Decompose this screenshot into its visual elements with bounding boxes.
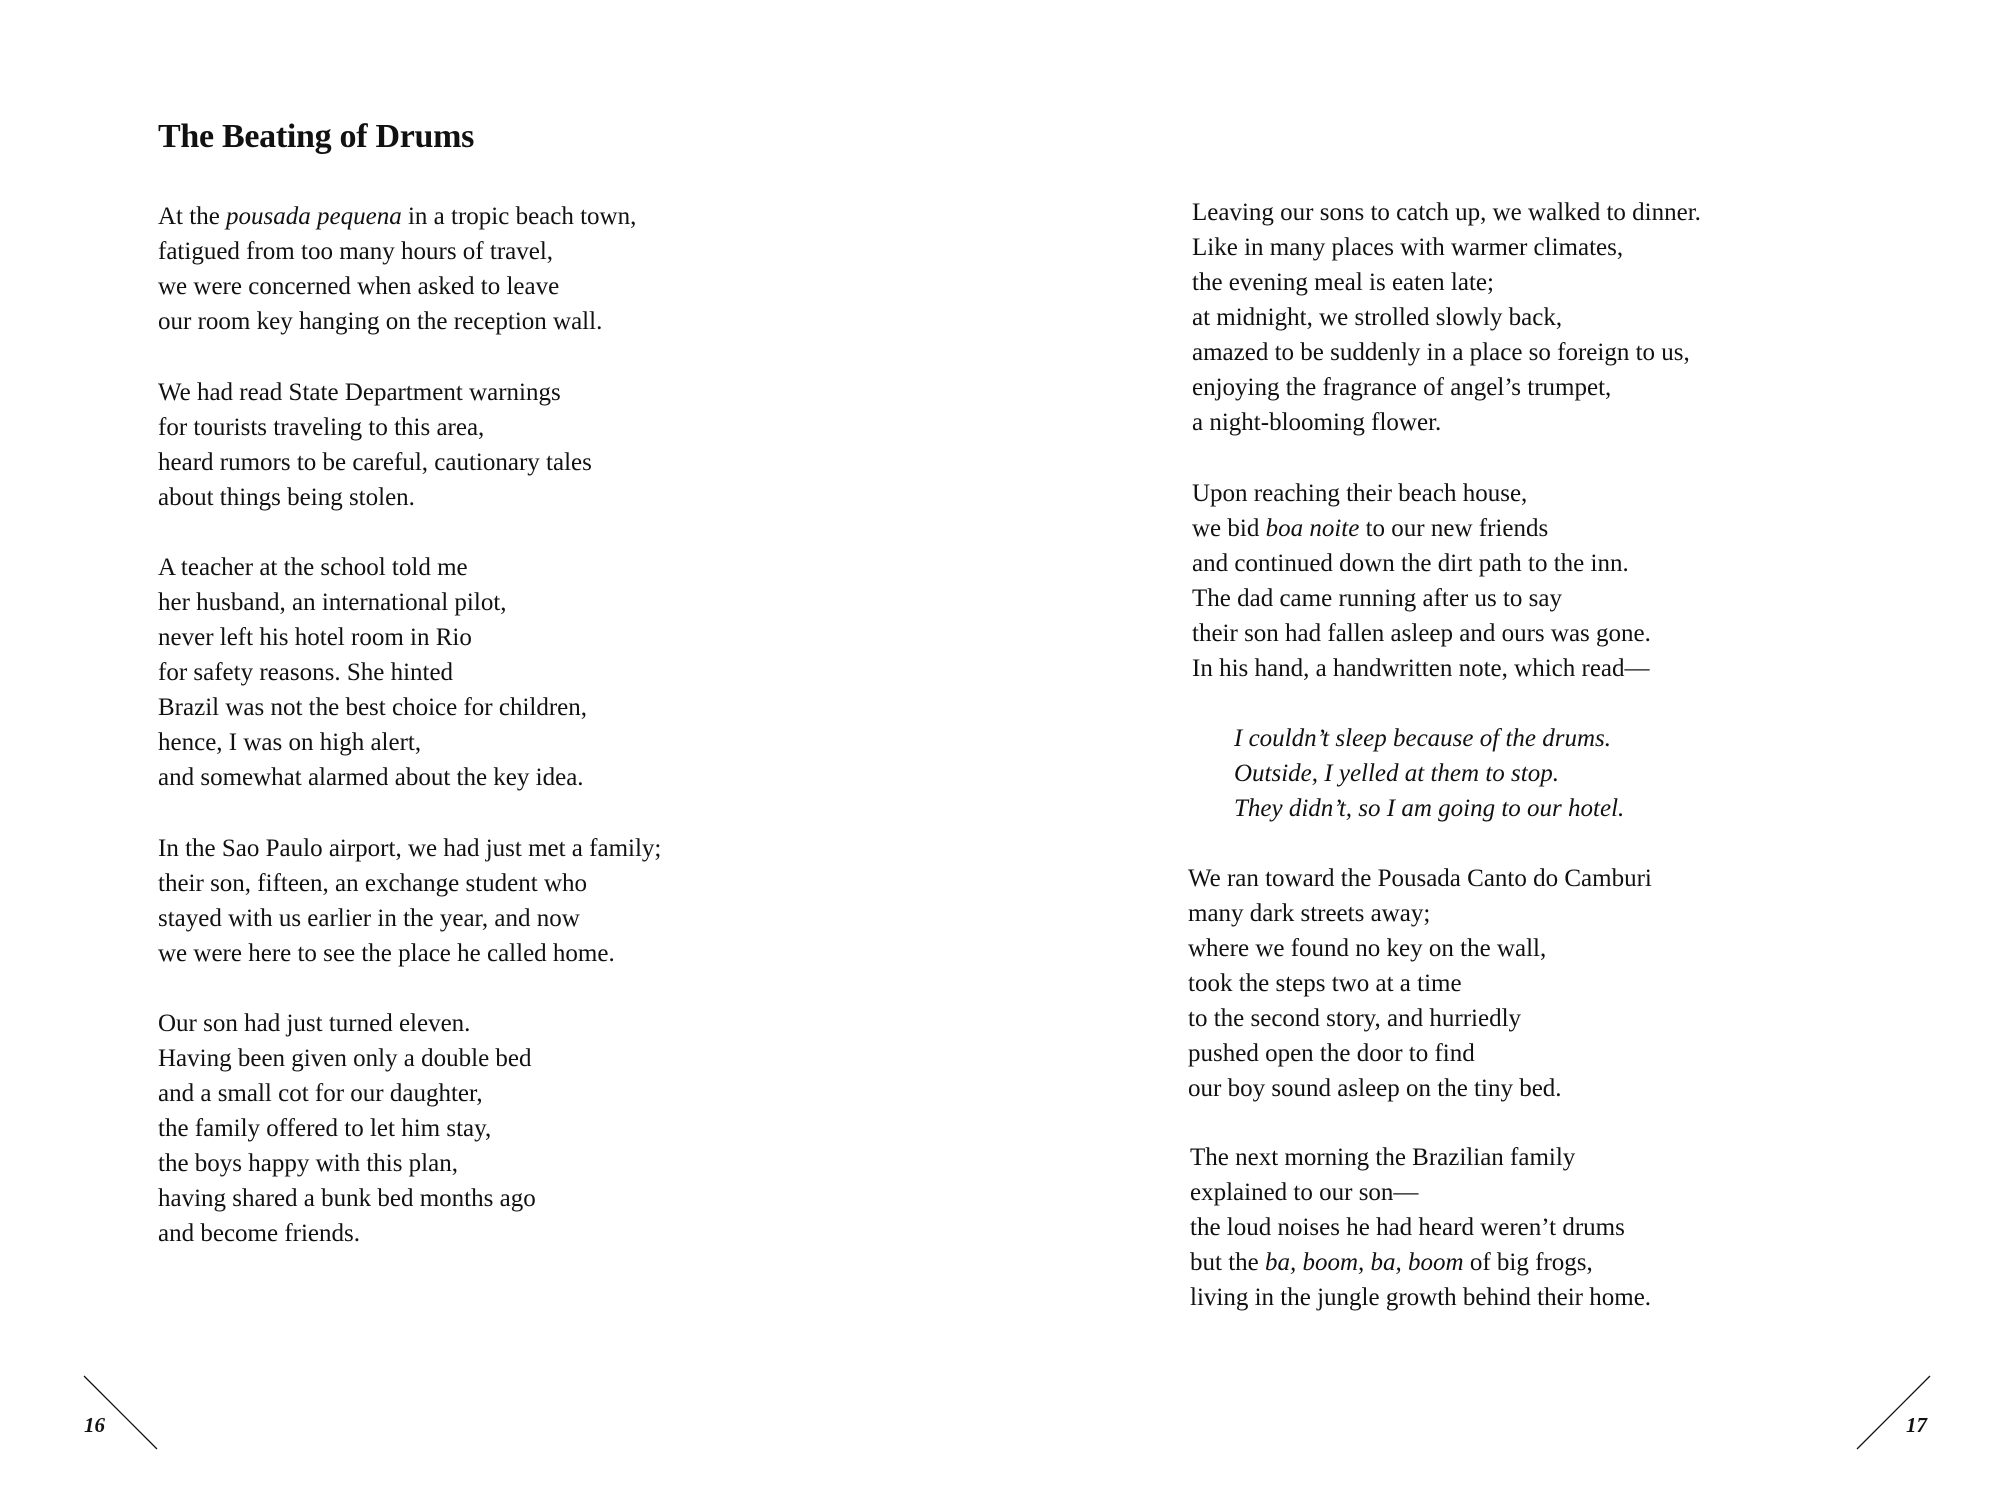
poem-line: In his hand, a handwritten note, which read— <box>1192 655 1650 682</box>
poem-line: many dark streets away; <box>1188 900 1431 927</box>
poem-line: and continued down the dirt path to the inn. <box>1192 550 1629 577</box>
quote-line: I couldn’t sleep because of the drums. <box>1234 725 1612 752</box>
handwritten-note-quote <box>1234 721 1624 826</box>
poem-line: our boy sound asleep on the tiny bed. <box>1188 1075 1562 1102</box>
poem-line: the evening meal is eaten late; <box>1192 269 1494 296</box>
quote-line: Outside, I yelled at them to stop. <box>1234 760 1559 787</box>
poem-line: Our son had just turned eleven. <box>158 1010 471 1037</box>
poem-line: took the steps two at a time <box>1188 970 1462 997</box>
poem-line: Brazil was not the best choice for children, <box>158 694 588 721</box>
left-stanza-2 <box>158 375 592 515</box>
poem-line: the boys happy with this plan, <box>158 1150 458 1177</box>
italic-phrase: ba, boom, ba, boom <box>1265 1249 1464 1276</box>
poem-line: and somewhat alarmed about the key idea. <box>158 764 584 791</box>
poem-title: The Beating of Drums <box>158 118 475 155</box>
right-stanza-5 <box>1190 1140 1651 1315</box>
poem-line: the family offered to let him stay, <box>158 1115 492 1142</box>
poem-line: Upon reaching their beach house, <box>1192 480 1528 507</box>
poem-line: Like in many places with warmer climates, <box>1192 234 1624 261</box>
poem-line: We ran toward the Pousada Canto do Camburi <box>1188 865 1652 892</box>
right-stanza-1 <box>1192 195 1701 440</box>
italic-phrase: boa noite <box>1265 515 1360 542</box>
poem-line: never left his hotel room in Rio <box>158 624 472 651</box>
poem-line: A teacher at the school told me <box>158 554 468 581</box>
poem-line: for tourists traveling to this area, <box>158 414 485 441</box>
italic-phrase: pousada pequena <box>226 203 402 230</box>
left-stanza-3 <box>158 550 587 795</box>
page-number-right: 17 <box>1906 1413 1927 1437</box>
poem-line: living in the jungle growth behind their home. <box>1190 1284 1652 1311</box>
poem-line: our room key hanging on the reception wall. <box>158 308 603 335</box>
poem-line: At the pousada pequena in a tropic beach town, <box>158 203 637 230</box>
poem-line: Having been given only a double bed <box>158 1045 532 1072</box>
poem-line: we bid boa noite to our new friends <box>1192 515 1549 542</box>
poem-line: about things being stolen. <box>158 484 415 511</box>
poem-line: the loud noises he had heard weren’t drums <box>1190 1214 1625 1241</box>
left-stanza-5 <box>158 1006 536 1251</box>
poem-line: Leaving our sons to catch up, we walked to dinner. <box>1192 199 1701 226</box>
poem-line: to the second story, and hurriedly <box>1188 1005 1522 1032</box>
poem-line: having shared a bunk bed months ago <box>158 1185 536 1212</box>
poem-line: their son had fallen asleep and ours was gone. <box>1192 620 1651 647</box>
poem-line: We had read State Department warnings <box>158 379 561 406</box>
poem-line: The next morning the Brazilian family <box>1190 1144 1576 1171</box>
poem-line: and become friends. <box>158 1220 361 1247</box>
poem-line: stayed with us earlier in the year, and now <box>158 905 580 932</box>
right-page <box>1000 0 2000 1500</box>
left-stanza-1 <box>158 199 636 339</box>
poem-line: fatigued from too many hours of travel, <box>158 238 554 265</box>
poem-line: for safety reasons. She hinted <box>158 659 454 686</box>
right-stanza-4 <box>1188 861 1652 1106</box>
poem-line: at midnight, we strolled slowly back, <box>1192 304 1563 331</box>
poem-line: heard rumors to be careful, cautionary tales <box>158 449 592 476</box>
poem-line: we were concerned when asked to leave <box>158 273 560 300</box>
quote-line: They didn’t, so I am going to our hotel. <box>1234 795 1625 822</box>
poem-line: and a small cot for our daughter, <box>158 1080 483 1107</box>
poem-line: The dad came running after us to say <box>1192 585 1563 612</box>
poem-line: their son, fifteen, an exchange student who <box>158 870 588 897</box>
poem-line: enjoying the fragrance of angel’s trumpet, <box>1192 374 1612 401</box>
poem-line: In the Sao Paulo airport, we had just met a family; <box>158 835 662 862</box>
right-stanza-2 <box>1192 476 1651 686</box>
poem-line: her husband, an international pilot, <box>158 589 507 616</box>
page-number-left: 16 <box>84 1413 105 1437</box>
poem-line: a night-blooming flower. <box>1192 409 1442 436</box>
poem-line: amazed to be suddenly in a place so foreign to us, <box>1192 339 1690 366</box>
left-stanza-4 <box>158 831 661 971</box>
poem-line: but the ba, boom, ba, boom of big frogs, <box>1190 1249 1593 1276</box>
poem-line: pushed open the door to find <box>1188 1040 1475 1067</box>
poem-line: where we found no key on the wall, <box>1188 935 1547 962</box>
poem-line: explained to our son— <box>1190 1179 1419 1206</box>
poem-line: we were here to see the place he called home. <box>158 940 615 967</box>
poem-line: hence, I was on high alert, <box>158 729 422 756</box>
